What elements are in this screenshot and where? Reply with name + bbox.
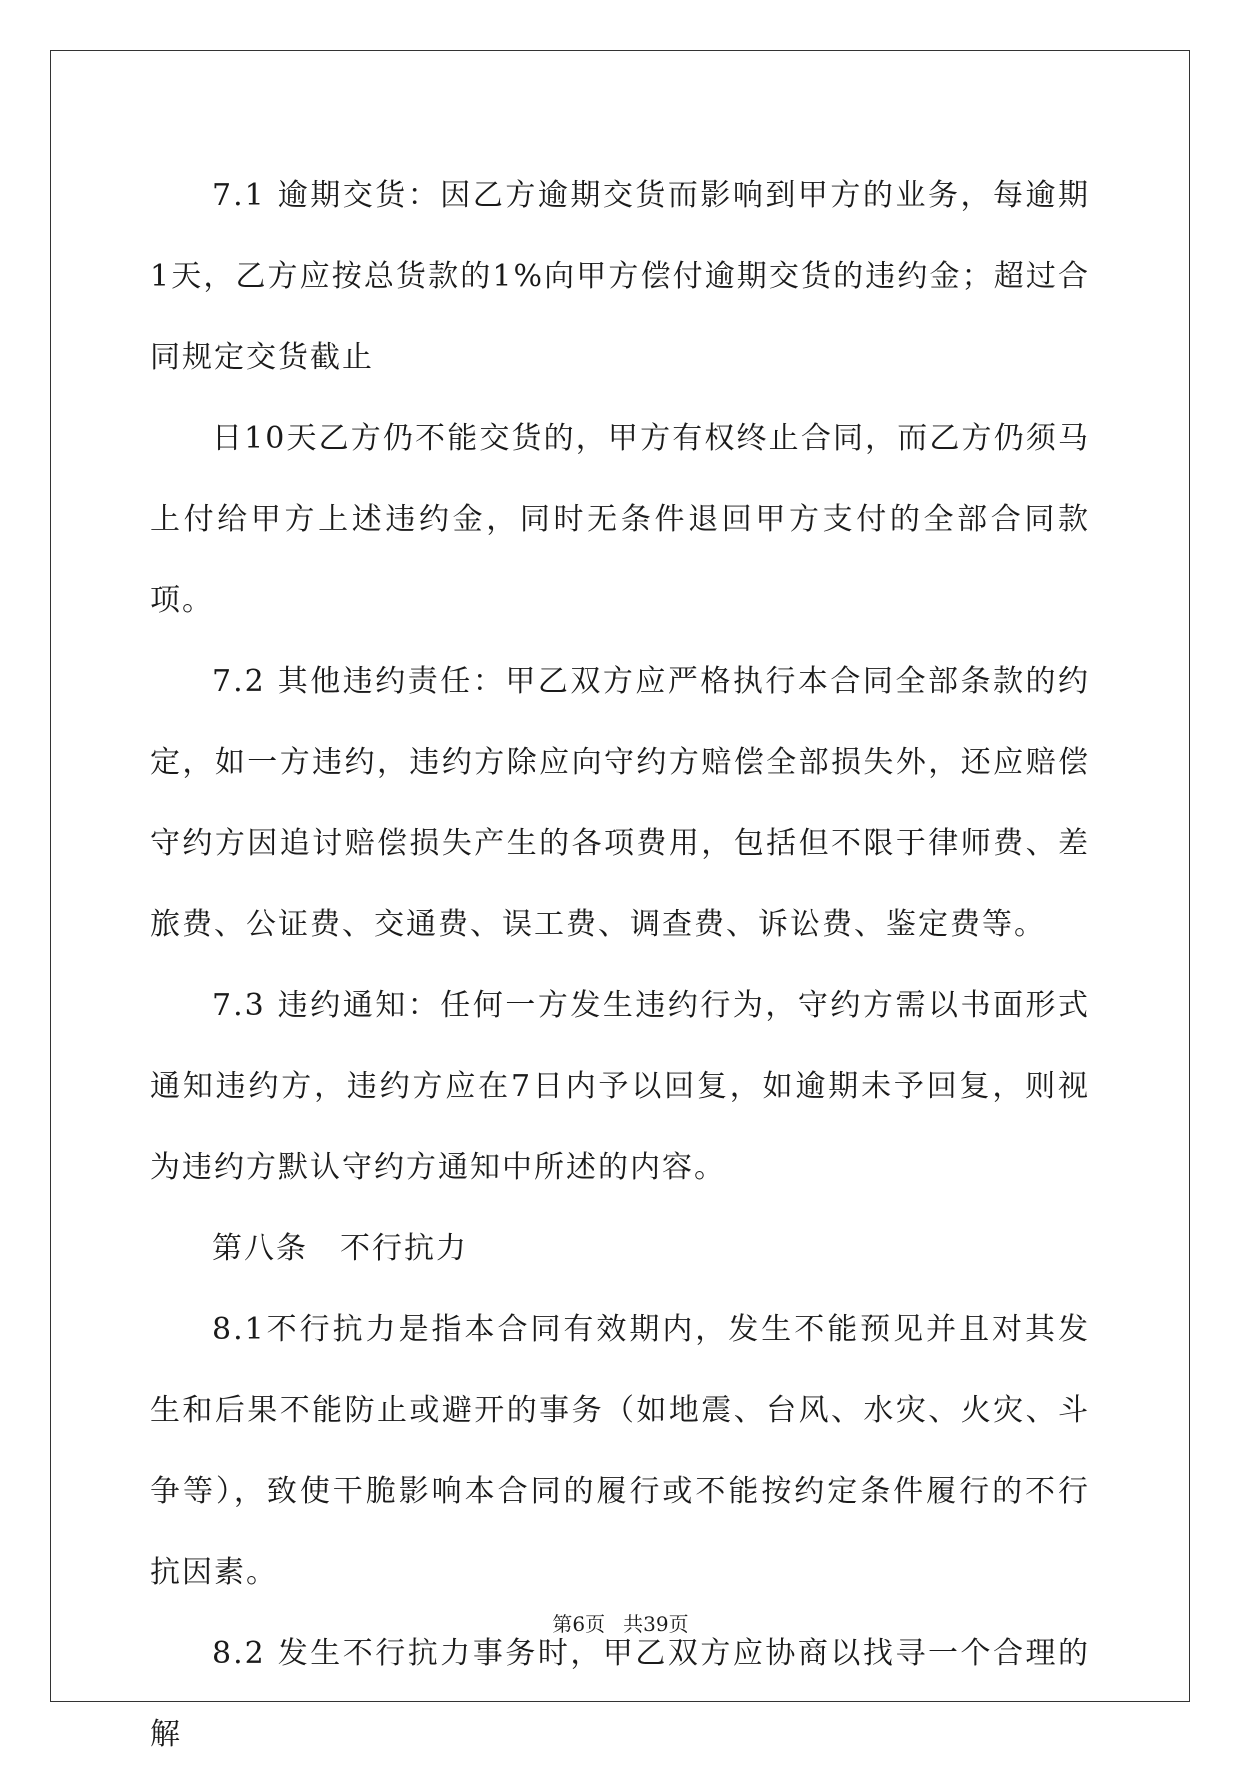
paragraph-7-1: 7.1 逾期交货：因乙方逾期交货而影响到甲方的业务，每逾期1天，乙方应按总货款的1%向甲方偿付逾期交货的违约金；超过合同规定交货截止 xyxy=(150,178,1090,375)
paragraph-8-1: 8.1不行抗力是指本合同有效期内，发生不能预见并且对其发生和后果不能防止或避开的事务（如地震、台风、水灾、火灾、斗争等），致使干脆影响本合同的履行或不能按约定条件履行的不行抗因素。 xyxy=(150,1312,1090,1590)
document-body xyxy=(150,155,1090,1775)
paragraph-7-3: 7.3 违约通知：任何一方发生违约行为，守约方需以书面形式通知违约方，违约方应在7日内予以回复，如逾期未予回复，则视为违约方默认守约方通知中所述的内容。 xyxy=(150,988,1090,1185)
page-number: 第6页 xyxy=(552,1612,606,1636)
paragraph-7-2: 7.2 其他违约责任：甲乙双方应严格执行本合同全部条款的约定，如一方违约，违约方除应向守约方赔偿全部损失外，还应赔偿守约方因追讨赔偿损失产生的各项费用，包括但不限于律师费、差旅费、公证费、交通费、误工费、调查费、诉讼费、鉴定费等。 xyxy=(150,664,1090,942)
paragraph-7-1-continued: 日10天乙方仍不能交货的，甲方有权终止合同，而乙方仍须马上付给甲方上述违约金，同时无条件退回甲方支付的全部合同款项。 xyxy=(150,421,1090,618)
section-heading-article-8: 第八条 不行抗力 xyxy=(212,1231,468,1266)
paragraph-8-2: 8.2 发生不行抗力事务时，甲乙双方应协商以找寻一个合理的解 xyxy=(150,1636,1090,1752)
page-total: 共39页 xyxy=(623,1612,689,1636)
page-footer xyxy=(0,1608,1241,1637)
